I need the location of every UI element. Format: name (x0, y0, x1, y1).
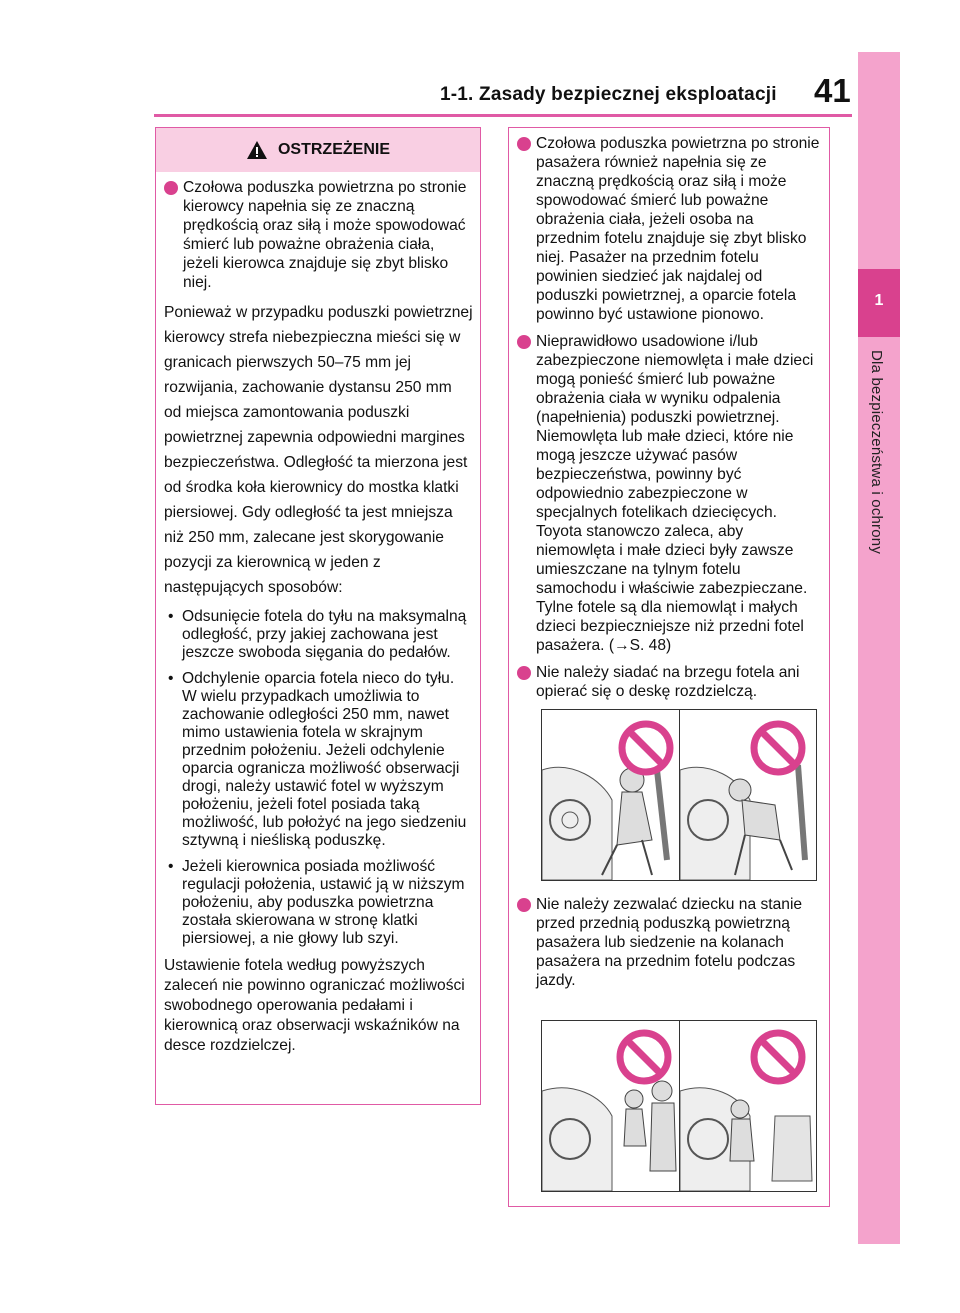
list-item (517, 895, 822, 990)
sub-item-text: Jeżeli kierownica posiada możliwość regulacji położenia, ustawić ją w niższym położeniu, aby poduszka powietrzna została skierowana w stronę klatki piersiowej, a nie głowy lub szyi. (182, 858, 465, 947)
sub-list-item: • Odsunięcie fotela do tyłu na maksymalną odległość, przy jakiej zachowana jest jeszcze swoboda sięgania do pedałów. (168, 608, 467, 661)
prohibition-icon (618, 720, 674, 776)
warning-box-left (155, 127, 481, 1105)
prohibition-icon (750, 720, 806, 776)
list-item (164, 178, 473, 292)
bullet-text: Nie należy siadać na brzegu fotela ani opierać się o deskę rozdzielczą. (536, 664, 800, 700)
sub-list-item: • Odchylenie oparcia fotela nieco do tyłu. W wielu przypadkach umożliwia to zachowanie odległości 250 mm, nawet mimo ustawienia fotela w skrajnym przednim położeniu. Jeżeli odchylenie oparcia ogranicza możliwość obserwacji drogi, należy ustawić fotel w wyższym położeniu, jeżeli fotel posiada taką możliwość, lub położyć na jego siedzeniu sztywną i nieśliską poduszkę. (168, 670, 467, 849)
bullet-icon (164, 181, 178, 195)
warning-content-left (156, 172, 480, 1056)
warning-content-right (509, 128, 829, 1192)
list-item (517, 332, 822, 655)
illustration-panel (680, 1021, 817, 1191)
side-tab-label: Dla bezpieczeństwa i ochrony (868, 350, 885, 555)
warning-box-right (508, 127, 830, 1207)
list-item (517, 134, 822, 324)
warning-title: OSTRZEŻENIE (277, 141, 390, 158)
list-item (517, 663, 822, 701)
bullet-icon (517, 666, 531, 680)
illustration-panel (680, 710, 817, 880)
sub-item-text: Odsunięcie fotela do tyłu na maksymalną odległość, przy jakiej zachowana jest jeszcze swoboda sięgania do pedałów. (182, 608, 467, 661)
bullet-icon (517, 137, 531, 151)
illustration-child-in-front (541, 1020, 817, 1192)
header-rule (154, 114, 852, 117)
warning-header (156, 128, 480, 172)
warning-triangle-icon (246, 140, 268, 160)
side-tab-number: 1 (874, 292, 884, 309)
section-title: 1-1. Zasady bezpiecznej eksploatacji (440, 84, 777, 105)
bullet-icon (517, 898, 531, 912)
bullet-text: Nieprawidłowo usadowione i/lub zabezpieczone niemowlęta i małe dzieci mogą ponieść śmierć lub poważne obrażenia ciała w wyniku odpalenia (napełnienia) poduszki powietrznej. Niemowlęta lub małe dzieci, które nie mogą jeszcze używać pasów bezpieczeństwa, powinny być odpowiednio zabezpieczone w specjalnych fotelikach dziecięcych. Toyota stanowczo zaleca, aby niemowlęta i małe dzieci były zawsze umieszczane na tylnym fotelu samochodu i właściwie zabezpieczane. Tylne fotele są dla niemowląt i małych dzieci bezpieczniejsze niż przedni fotel pasażera. (→S. 48) (536, 333, 814, 654)
bullet-text: Czołowa poduszka powietrzna po stronie kierowcy napełnia się ze znaczną prędkością oraz siłą i może spowodować śmierć lub poważne obrażenia ciała, jeżeli kierowca znajduje się zbyt blisko niej. (183, 179, 467, 291)
prohibition-icon (616, 1029, 672, 1085)
bullet-text: Nie należy zezwalać dziecku na stanie przed przednią poduszką powietrzną pasażera lub siedzenie na kolanach pasażera na przednim fotelu podczas jazdy. (536, 896, 803, 989)
illustration-panel (542, 1021, 680, 1191)
prohibition-icon (750, 1029, 806, 1085)
paragraph: Ustawienie fotela według powyższych zaleceń nie powinno ograniczać możliwości swobodnego operowania pedałami i kierownicą oraz obserwacji wskaźników na desce rozdzielczej. (164, 957, 465, 1054)
bullet-text: Czołowa poduszka powietrzna po stronie pasażera również napełnia się ze znaczną prędkością oraz siłą i może spowodować śmierć lub poważne obrażenia ciała, jeżeli osoba na przednim fotelu znajduje się zbyt blisko niej. Pasażer na przednim fotelu powinien siedzieć jak najdalej od poduszki powietrznej, a oparcie fotela powinno być ustawione pionowo. (536, 135, 820, 323)
illustration-seated-too-close (541, 709, 817, 881)
paragraph: Ponieważ w przypadku poduszki powietrznej kierowcy strefa niebezpieczna mieści się w granicach pierwszych 50–75 mm jej rozwijania, zachowanie dystansu 250 mm od miejsca zamontowania poduszki powietrznej zapewnia odpowiedni margines bezpieczeństwa. Odległość ta mierzona jest od środka koła kierownicy do mostka klatki piersiowej. Gdy odległość ta jest mniejsza niż 250 mm, zalecane jest skorygowanie pozycji za kierownicą w jeden z następujących sposobów: (164, 304, 473, 596)
page-number: 41 (814, 72, 851, 109)
sub-list-item: • Jeżeli kierownica posiada możliwość regulacji położenia, ustawić ją w niższym położeniu, aby poduszka powietrzna została skierowana w stronę klatki piersiowej, a nie głowy lub szyi. (168, 858, 465, 947)
bullet-icon (517, 335, 531, 349)
illustration-panel (542, 710, 680, 880)
side-tab (858, 52, 900, 1244)
sub-item-text: Odchylenie oparcia fotela nieco do tyłu. W wielu przypadkach umożliwia to zachowanie odległości 250 mm, nawet mimo ustawienia fotela w skrajnym przednim położeniu. Jeżeli odchylenie oparcia ogranicza możliwość obserwacji drogi, należy ustawić fotel w wyższym położeniu, jeżeli fotel posiada taką możliwość, lub położyć na jego siedzeniu sztywną i nieśliską poduszkę. (182, 670, 467, 849)
